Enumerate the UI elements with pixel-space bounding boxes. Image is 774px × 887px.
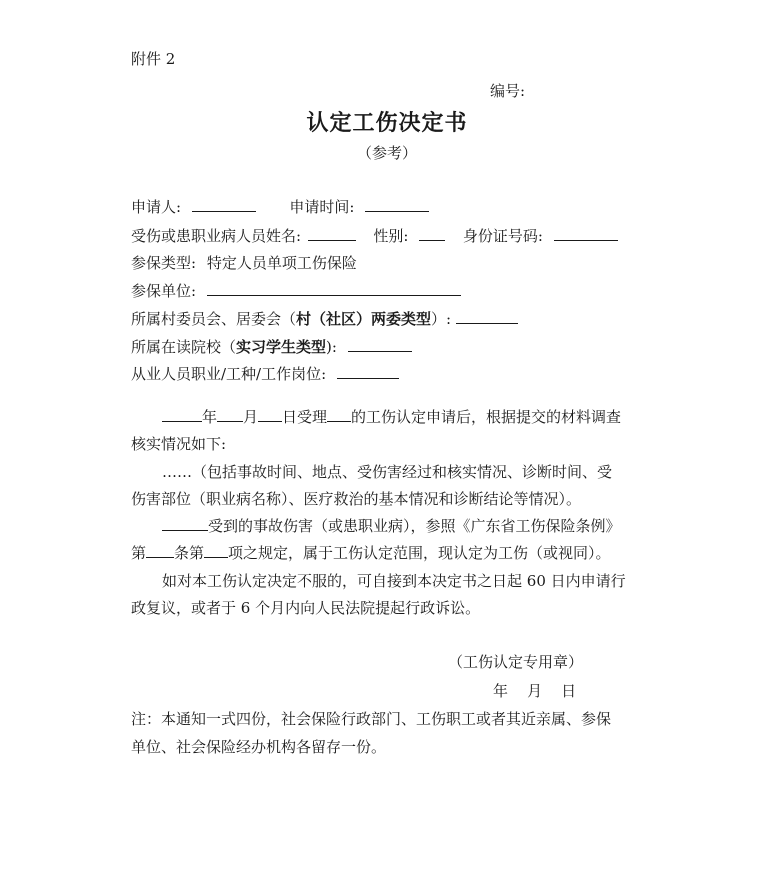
applicant-row xyxy=(131,196,429,218)
insurance-type-row xyxy=(131,252,357,274)
day-blank xyxy=(258,406,282,422)
injured-row xyxy=(131,225,618,247)
id-number-label: 身份证号码: xyxy=(462,227,543,245)
month-text: 月 xyxy=(243,408,259,426)
accept-rest-text: 的工伤认定申请后，根据提交的材料调查 xyxy=(351,408,622,426)
injured-name-blank xyxy=(308,225,356,241)
paragraph-appeal-line2: 政复议，或者于 6 个月内向人民法院提起行政诉讼。 xyxy=(131,599,481,617)
paragraph-ruling-line1 xyxy=(162,515,621,537)
occupation-label: 从业人员职业/工种/工作岗位: xyxy=(131,365,327,383)
day-accept-text: 日受理 xyxy=(282,408,328,426)
village-label-prefix: 所属村委员会、居委会（ xyxy=(131,310,297,328)
ruling-tiao-text: 条第 xyxy=(174,544,205,562)
village-row xyxy=(131,308,518,330)
village-label-bold: 村（社区）两委类型 xyxy=(296,310,432,328)
paragraph-accept-line1 xyxy=(162,406,621,428)
insured-unit-label: 参保单位: xyxy=(131,282,197,300)
insured-unit-row xyxy=(131,280,461,302)
gender-label: 性别: xyxy=(373,227,409,245)
paragraph-details-line1: ……（包括事故时间、地点、受伤害经过和核实情况、诊断时间、受 xyxy=(162,463,613,481)
school-row xyxy=(131,336,412,358)
note-line2: 单位、社会保险经办机构各留存一份。 xyxy=(131,738,387,756)
month-blank xyxy=(217,406,243,422)
school-label-prefix: 所属在读院校（ xyxy=(131,338,237,356)
insurance-type-value: 特定人员单项工伤保险 xyxy=(206,254,357,272)
year-blank xyxy=(162,406,202,422)
accept-blank xyxy=(327,406,351,422)
paragraph-ruling-line2 xyxy=(131,542,611,564)
apply-time-label: 申请时间: xyxy=(289,198,355,216)
village-blank xyxy=(456,308,518,324)
applicant-blank xyxy=(192,196,256,212)
year-text: 年 xyxy=(202,408,218,426)
school-blank xyxy=(348,336,412,352)
village-label-suffix: ）: xyxy=(431,310,452,328)
occupation-row xyxy=(131,363,399,385)
paragraph-appeal-line1: 如对本工伤认定决定不服的，可自接到本决定书之日起 60 日内申请行 xyxy=(162,572,626,590)
school-label-bold: 实习学生类型 xyxy=(236,338,327,356)
applicant-label: 申请人: xyxy=(131,198,182,216)
signature-date: 年 月 日 xyxy=(493,682,577,700)
injured-name-label: 受伤或患职业病人员姓名: xyxy=(131,227,302,245)
occupation-blank xyxy=(337,363,399,379)
injured-person-blank xyxy=(162,515,208,531)
ruling-line1-text: 受到的事故伤害（或患职业病），参照《广东省工伤保险条例》 xyxy=(208,517,621,535)
official-seal-label: （工伤认定专用章） xyxy=(448,653,584,671)
ruling-di-text: 第 xyxy=(131,544,147,562)
gender-blank xyxy=(419,225,445,241)
school-label-suffix: ): xyxy=(326,338,337,356)
apply-time-blank xyxy=(365,196,429,212)
serial-number-label: 编号: xyxy=(490,82,526,100)
insurance-type-label: 参保类型: xyxy=(131,254,197,272)
attachment-label: 附件 2 xyxy=(131,50,176,68)
id-number-blank xyxy=(554,225,618,241)
insured-unit-blank xyxy=(207,280,461,296)
article-blank xyxy=(146,542,174,558)
ruling-rest-text: 项之规定，属于工伤认定范围，现认定为工伤（或视同）。 xyxy=(228,544,611,562)
paragraph-details-line2: 伤害部位（职业病名称）、医疗救治的基本情况和诊断结论等情况）。 xyxy=(131,490,582,508)
document-subtitle: （参考） xyxy=(356,144,417,162)
item-blank xyxy=(204,542,228,558)
paragraph-accept-line2: 核实情况如下: xyxy=(131,435,227,453)
document-title: 认定工伤决定书 xyxy=(306,110,468,136)
note-line1: 注：本通知一式四份，社会保险行政部门、工伤职工或者其近亲属、参保 xyxy=(131,710,612,728)
